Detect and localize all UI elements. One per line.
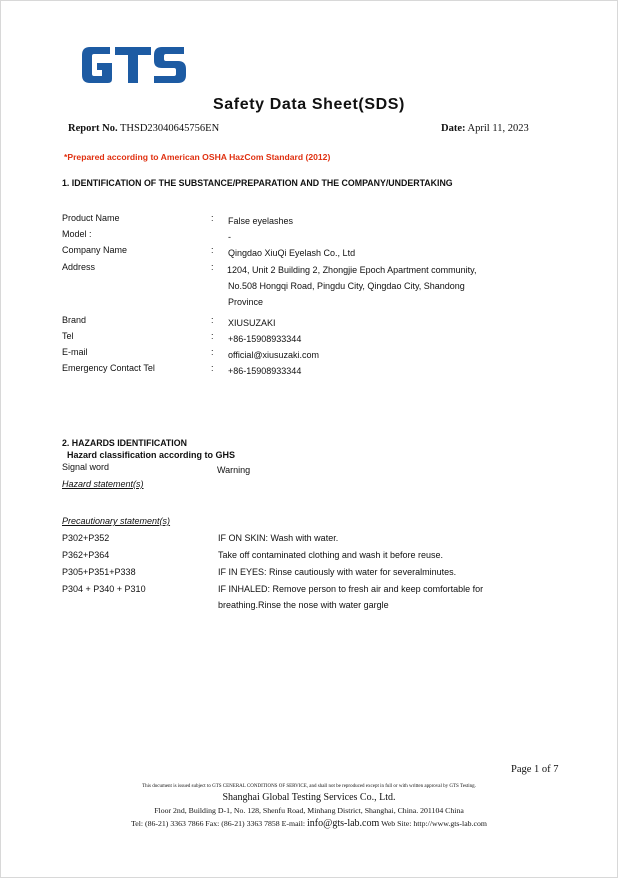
field-value: False eyelashes	[228, 216, 294, 226]
field-label: Brand	[62, 315, 87, 325]
field-value: Qingdao XiuQi Eyelash Co., Ltd	[228, 248, 356, 258]
hazard-statements-label: Hazard statement(s)	[62, 479, 144, 489]
field-label: Model :	[62, 229, 92, 239]
address-line-2: No.508 Hongqi Road, Pingdu City, Qingdao City, Shandong	[228, 281, 465, 291]
field-value: +86-15908933344	[228, 334, 302, 344]
footer-email[interactable]: info@gts-lab.com	[307, 818, 380, 829]
section-1-heading: 1. IDENTIFICATION OF THE SUBSTANCE/PREPARATION AND THE COMPANY/UNDERTAKING	[62, 178, 453, 188]
page-number: Page 1 of 7	[511, 764, 559, 775]
footer-contact	[0, 818, 618, 829]
gts-logo	[80, 43, 188, 87]
address-line-3: Province	[228, 297, 264, 307]
precaution-code: P305+P351+P338	[62, 567, 136, 577]
field-value: official@xiusuzaki.com	[228, 350, 320, 360]
precaution-text: IF IN EYES: Rinse cautiously with water for severalminutes.	[218, 567, 457, 577]
ghs-subheading: Hazard classification according to GHS	[67, 450, 236, 460]
address-line-1: 1204, Unit 2 Building 2, Zhongjie Epoch Apartment community,	[227, 265, 477, 275]
field-label: Company Name	[62, 245, 128, 255]
field-label: E-mail	[62, 347, 88, 357]
prepared-note: *Prepared according to American OSHA HazCom Standard (2012)	[64, 152, 331, 162]
field-label: Tel	[62, 331, 74, 341]
report-value: THSD23040645756EN	[120, 123, 220, 134]
date-value: April 11, 2023	[467, 123, 529, 134]
field-label: Emergency Contact Tel	[62, 363, 155, 373]
precaution-code: P362+P364	[62, 550, 110, 560]
field-value: -	[228, 232, 231, 242]
field-value: +86-15908933344	[228, 366, 302, 376]
page-title: Safety Data Sheet(SDS)	[213, 96, 405, 113]
footer-disclaimer: This document is issued subject to GTS CENERAL CONDITIONS OF SERVICE, and shall not be reproduced except in full or with written approval by GTS Testing.	[142, 784, 476, 789]
date-label: Date:	[441, 123, 466, 134]
precaution-text: IF ON SKIN: Wash with water.	[218, 533, 339, 543]
precaution-code: P302+P352	[62, 533, 110, 543]
footer-website[interactable]: Web Site: http://www.gts-lab.com	[381, 819, 487, 828]
signal-label: Signal word	[62, 462, 110, 472]
signal-value: Warning	[217, 465, 251, 475]
footer-address: Floor 2nd, Building D-1, No. 128, Shenfu Road, Minhang District, Shanghai, China. 201104 China	[154, 806, 464, 815]
precaution-text: Take off contaminated clothing and wash it before reuse.	[218, 550, 443, 560]
precaution-code: P304 + P340 + P310	[62, 584, 146, 594]
report-date	[441, 123, 529, 134]
footer-company: Shanghai Global Testing Services Co., Ltd.	[222, 792, 396, 803]
field-label: Address	[62, 262, 96, 272]
footer-tel: Tel: (86-21) 3363 7866 Fax: (86-21) 3363 7858 E-mail:	[131, 819, 306, 828]
field-label: Product Name	[62, 213, 120, 223]
report-number	[68, 123, 219, 134]
field-value: XIUSUZAKI	[228, 318, 276, 328]
precaution-text: IF INHALED: Remove person to fresh air and keep comfortable for	[218, 584, 484, 594]
report-label: Report No.	[68, 123, 118, 134]
precaution-text: breathing.Rinse the nose with water gargle	[218, 600, 389, 610]
section-2-heading: 2. HAZARDS IDENTIFICATION	[62, 438, 187, 448]
precautionary-label: Precautionary statement(s)	[62, 516, 171, 526]
